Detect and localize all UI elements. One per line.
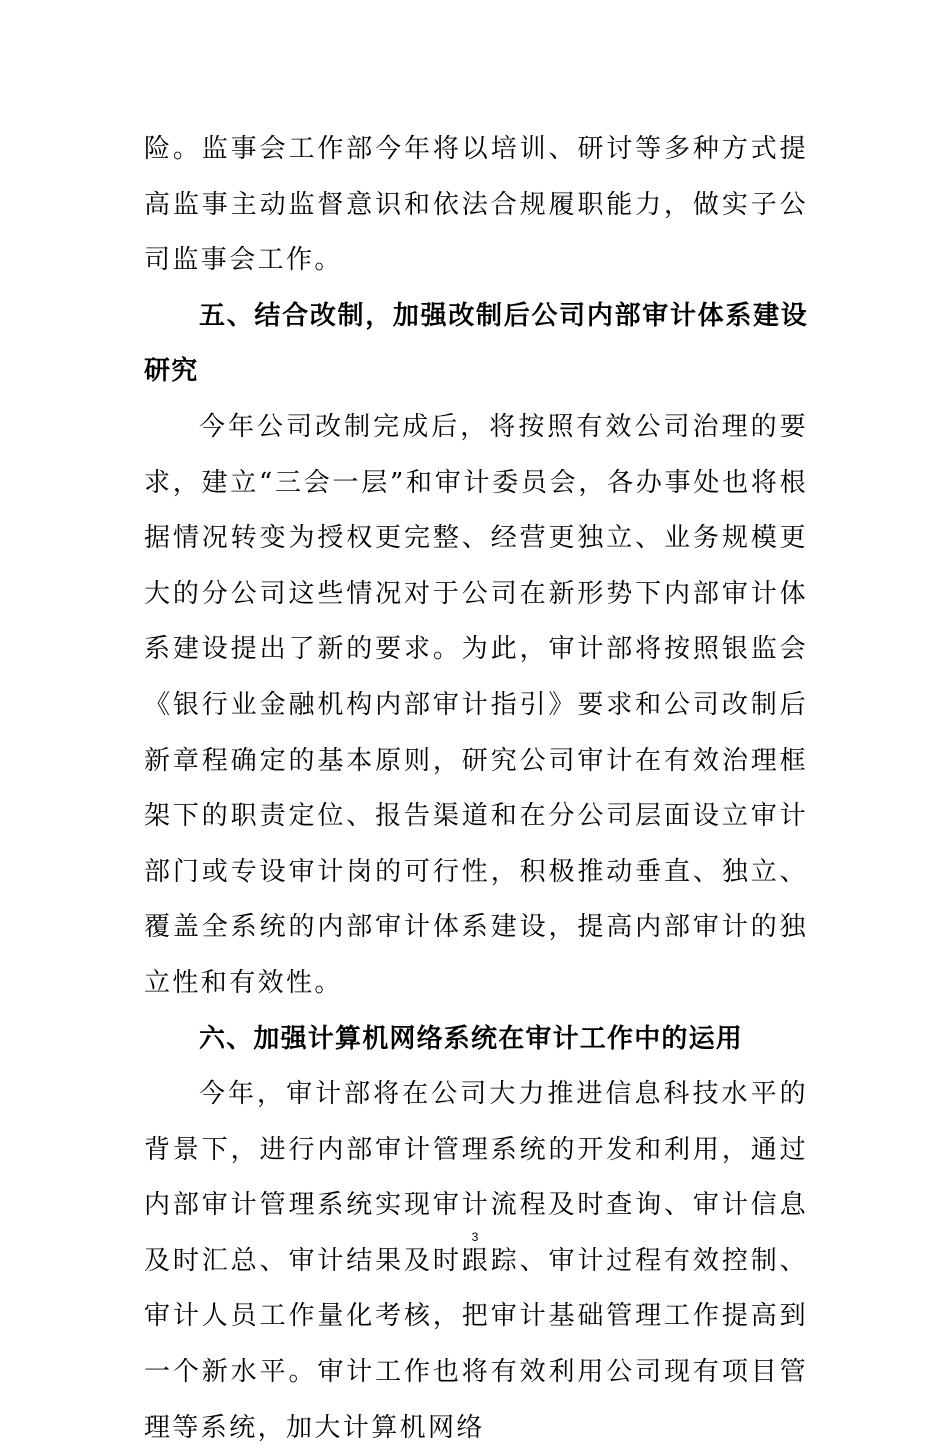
section-heading-five: 五、结合改制，加强改制后公司内部审计体系建设研究 — [144, 300, 808, 387]
paragraph-section-five: 今年公司改制完成后，将按照有效公司治理的要求，建立“三会一层”和审计委员会，各办事处也将根据情况转变为授权更完整、经营更独立、业务规模更大的分公司这些情况对于公司在新形势下内部审计体系建设提出了新的要求。为此，审计部将按照银监会《银行业金融机构内部审计指引》要求和公司改制后新章程确定的基本原则，研究公司审计在有效治理框架下的职责定位、报告渠道和在分公司层面设立审计部门或专设审计岗的可行性，积极推动垂直、独立、覆盖全系统的内部审计体系建设，提高内部审计的独立性和有效性。 — [144, 411, 808, 998]
page-number: 3 — [471, 1230, 479, 1244]
document-body — [144, 122, 808, 1456]
paragraph-continuation: 险。监事会工作部今年将以培训、研讨等多种方式提高监事主动监督意识和依法合规履职能力，做实子公司监事会工作。 — [144, 134, 808, 276]
paragraph-section-six: 今年，审计部将在公司大力推进信息科技水平的背景下，进行内部审计管理系统的开发和利用，通过内部审计管理系统实现审计流程及时查询、审计信息及时汇总、审计结果及时跟踪、审计过程有效控制、审计人员工作量化考核，把审计基础管理工作提高到一个新水平。审计工作也将有效利用公司现有项目管理等系统，加大计算机网络 — [144, 1079, 808, 1443]
section-heading-six: 六、加强计算机网络系统在审计工作中的运用 — [199, 1023, 744, 1054]
